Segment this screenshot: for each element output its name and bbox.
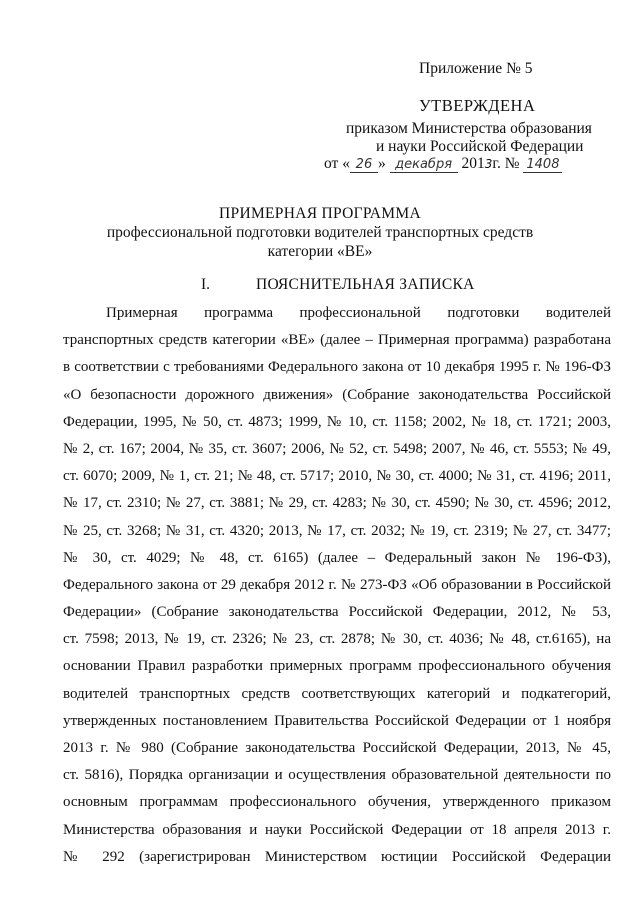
body-line: водителей транспортных средств соответствующих категорий и подкатегорий, (63, 685, 611, 702)
title-line-3: категории «ВЕ» (267, 243, 373, 260)
title-line-1: ПРИМЕРНАЯ ПРОГРАММА (219, 205, 421, 222)
section-name: ПОЯСНИТЕЛЬНАЯ ЗАПИСКА (256, 276, 475, 293)
handwritten-year-digit: 3 (484, 157, 493, 171)
appendix-number: Приложение № 5 (419, 60, 533, 77)
body-line: ст. 5816), Порядка организации и осуществления образовательной деятельности по (63, 767, 611, 784)
body-line: транспортных средств категории «ВЕ» (далее – Примерная программа) разработана (63, 332, 611, 349)
order-line-2: и науки Российской Федерации (376, 138, 584, 155)
body-line: ст. 7598; 2013, № 19, ст. 2326; № 23, ст. 2878; № 30, ст. 4036; № 48, ст.6165), на (63, 631, 611, 648)
body-line: основании Правил разработки примерных программ профессионального обучения (63, 658, 611, 675)
body-line: в соответствии с требованиями Федерального закона от 10 декабря 1995 г. № 196-ФЗ (63, 359, 611, 376)
body-line: № 17, ст. 2310; № 27, ст. 3881; № 29, ст. 4283; № 30, ст. 4590; № 30, ст. 4596; 2012, (63, 495, 611, 512)
body-line: Федерации, 1995, № 50, ст. 4873; 1999, № 10, ст. 1158; 2002, № 18, ст. 1721; 2003, (63, 413, 611, 430)
program-title (0, 204, 640, 261)
handwritten-order-number: 1408 (523, 157, 562, 173)
approval-block (0, 0, 640, 180)
body-line: № 30, ст. 4029; № 48, ст. 6165) (далее – Федеральный закон № 196-ФЗ), (63, 549, 611, 566)
date-mid: » (377, 155, 386, 172)
body-line: Федерации» (Собрание законодательства Российской Федерации, 2012, № 53, (63, 604, 611, 621)
title-line-2: профессиональной подготовки водителей транспортных средств (106, 224, 534, 241)
body-line: № 2, ст. 167; 2004, № 35, ст. 3607; 2006, № 52, ст. 5498; 2007, № 46, ст. 5553; № 49, (63, 440, 611, 457)
body-line: Министерства образования и науки Российской Федерации от 18 апреля 2013 г. (63, 821, 611, 838)
body-line: Федерального закона от 29 декабря 2012 г. № 273-ФЗ «Об образовании в Российской (63, 576, 611, 593)
body-text (63, 300, 611, 871)
body-line: № 25, ст. 3268; № 31, ст. 4320; 2013, № 17, ст. 2032; № 19, ст. 2319; № 27, ст. 3477; (63, 522, 611, 539)
body-line: Примерная программа профессиональной подготовки водителей (106, 305, 611, 321)
date-prefix: от « (324, 155, 350, 172)
handwritten-month: декабря (390, 157, 458, 173)
handwritten-day: 26 (350, 157, 378, 173)
year-prefix: 201 (461, 155, 485, 172)
body-line: основным программам профессионального обучения, утвержденного приказом (63, 794, 611, 811)
body-line: утвержденных постановлением Правительства Российской Федерации от 1 ноября (63, 712, 611, 729)
section-heading (0, 276, 640, 296)
year-suffix: г. № (492, 155, 520, 172)
order-line-1: приказом Министерства образования (346, 120, 592, 137)
body-line: № 292 (зарегистрирован Министерством юстиции Российской Федерации (63, 848, 611, 865)
order-date-line (324, 155, 562, 173)
body-line: «О безопасности дорожного движения» (Собрание законодательства Российской (63, 386, 611, 403)
approved-heading: УТВЕРЖДЕНА (419, 96, 536, 115)
body-line: ст. 6070; 2009, № 1, ст. 21; № 48, ст. 5717; 2010, № 30, ст. 4000; № 31, ст. 4196; 2011, (63, 468, 611, 485)
body-line: 2013 г. № 980 (Собрание законодательства Российской Федерации, 2013, № 45, (63, 740, 611, 756)
section-number: I. (201, 276, 211, 293)
